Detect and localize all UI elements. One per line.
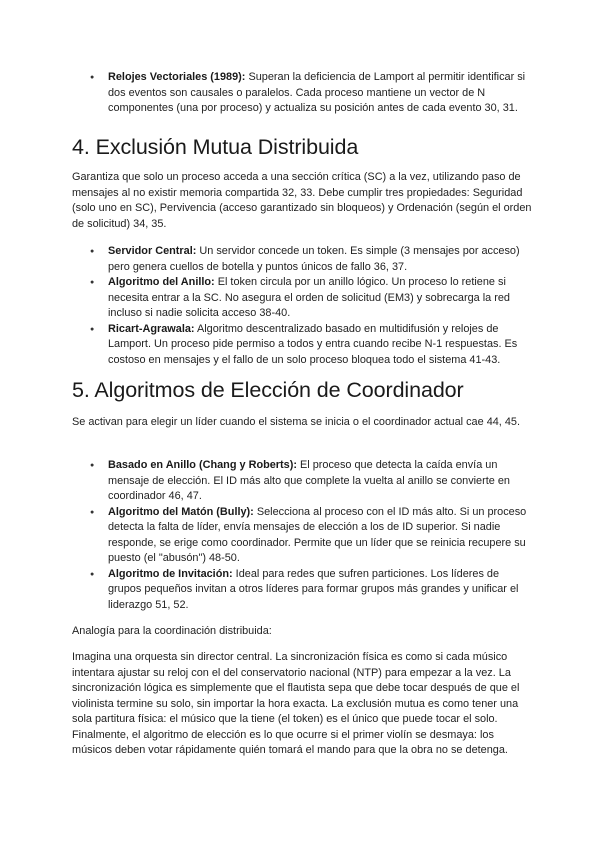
list-item: ● Algoritmo del Anillo: El token circula por un anillo lógico. Un proceso lo retiene si necesita entrar a la SC. No asegura el orden de solicitud (EM3) y sobrecarga la red incluso si nadie solicita acceso 38-40. bbox=[72, 275, 532, 322]
list-item: ● Ricart-Agrawala: Algoritmo descentralizado basado en multidifusión y relojes de Lamport. Un proceso pide permiso a todos y entra cuando recibe N-1 respuestas. Es costoso en mensajes y el fallo de un solo proceso bloquea todo el sistema 41-43. bbox=[72, 322, 532, 369]
section-5-intro: Se activan para elegir un líder cuando el sistema se inicia o el coordinador actual cae 44, 45. bbox=[72, 416, 520, 428]
section-4-heading: 4. Exclusión Mutua Distribuida bbox=[72, 135, 359, 159]
section-5-list bbox=[72, 458, 532, 613]
analogy-text: Imagina una orquesta sin director central. La sincronización física es como si cada músico intentara ajustar su reloj con el del conservatorio nacional (NTP) para empezar a la vez. La sincronización lógica es simplemente que el flautista sepa que debe tocar después de que el violinista termine su solo, sin importar la hora exacta. La exclusión mutua es como tener una sola partitura física: el músico que la tiene (el token) es el único que puede tocar el solo. Finalmente, el algoritmo de elección es lo que ocurre si el primer violín se desmaya: los músicos deben votar rápidamente quién tomará el mando para que la obra no se detenga. bbox=[72, 651, 520, 756]
section-5-heading: 5. Algoritmos de Elección de Coordinador bbox=[72, 378, 464, 402]
list-item: ● Relojes Vectoriales (1989): Superan la deficiencia de Lamport al permitir identificar si dos eventos son causales o paralelos. Cada proceso mantiene un vector de N componentes (una por proceso) y actualiza su posición antes de cada evento 30, 31. bbox=[72, 70, 532, 117]
section-4-intro: Garantiza que solo un proceso acceda a una sección crítica (SC) a la vez, utilizando paso de mensajes al no existir memoria compartida 32, 33. Debe cumplir tres propiedades: Seguridad (solo uno en SC), Pervivencia (acceso garantizado sin bloqueos) y Ordenación (según el orden de solicitud) 34, 35. bbox=[72, 171, 532, 230]
vector-clocks-list bbox=[72, 70, 532, 117]
list-item: ● Basado en Anillo (Chang y Roberts): El proceso que detecta la caída envía un mensaje de elección. El ID más alto que complete la vuelta al anillo se convierte en coordinador 46, 47. bbox=[72, 458, 532, 505]
list-item: ● Servidor Central: Un servidor concede un token. Es simple (3 mensajes por acceso) pero genera cuellos de botella y puntos únicos de fallo 36, 37. bbox=[72, 244, 532, 275]
list-item: ● Algoritmo de Invitación: Ideal para redes que sufren particiones. Los líderes de grupos pequeños invitan a otros líderes para formar grupos más grandes y unificar el liderazgo 51, 52. bbox=[72, 567, 532, 614]
section-4-list bbox=[72, 244, 532, 368]
analogy-title: Analogía para la coordinación distribuida: bbox=[72, 625, 272, 637]
list-item: ● Algoritmo del Matón (Bully): Selecciona al proceso con el ID más alto. Si un proceso detecta la falta de líder, envía mensajes de elección a los de ID superior. Si nadie responde, se erige como coordinador. Permite que un líder que se reinicia recupere su puesto (el "abusón") 48-50. bbox=[72, 505, 532, 567]
